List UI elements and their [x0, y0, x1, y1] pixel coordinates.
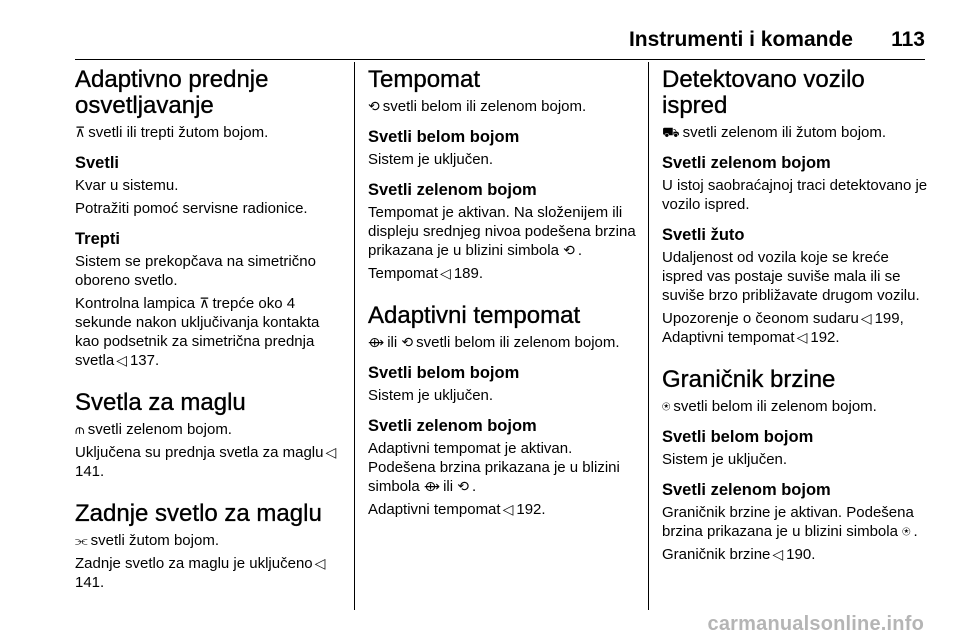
paragraph: Kvar u sistemu.: [75, 177, 179, 194]
page-ref-link[interactable]: 190.: [786, 546, 816, 563]
subheading: Svetli belom bojom: [368, 128, 520, 146]
column-1: [75, 62, 343, 596]
page-ref-icon: ◁: [116, 352, 127, 368]
heading-rear-fog: Zadnje svetlo za maglu: [75, 500, 322, 527]
paragraph: ⫘ svetli žutom bojom.: [75, 532, 219, 549]
subheading: Svetli belom bojom: [662, 428, 814, 446]
page-ref-link[interactable]: 189.: [453, 265, 484, 282]
adaptive-cruise-icon: ⟴: [368, 334, 385, 350]
cruise-icon: ⟲: [563, 242, 575, 258]
heading-vehicle-ahead: Detektovano vozilo ispred: [662, 66, 865, 119]
adaptive-light-icon: ⊼: [199, 295, 210, 311]
paragraph: Sistem je uključen.: [368, 387, 494, 404]
heading-adaptive-cruise: Adaptivni tempomat: [368, 302, 581, 329]
subheading: Svetli zelenom bojom: [662, 481, 831, 499]
subheading: Svetli zelenom bojom: [662, 154, 831, 172]
paragraph: U istoj saobraćajnoj traci detektovano je vozilo ispred.: [662, 177, 928, 213]
paragraph: Graničnik brzine je aktivan. Podešena brzina prikazana je u blizini simbola ⍟ .: [662, 504, 918, 540]
heading-speed-limiter: Graničnik brzine: [662, 366, 836, 393]
paragraph: Uključena su prednja svetla za maglu ◁141.: [75, 444, 337, 480]
heading-adaptive-lights: Adaptivno prednje osvetljavanje: [75, 66, 269, 119]
paragraph: Sistem se prekopčava na simetrično oboreno svetlo.: [75, 253, 316, 289]
paragraph: ⛟ svetli zelenom ili žutom bojom.: [662, 124, 887, 141]
paragraph: ⫙ svetli zelenom bojom.: [75, 421, 232, 438]
page-ref-link[interactable]: 199,: [874, 310, 904, 327]
cruise-icon: ⟲: [401, 334, 414, 350]
subheading-svetli: Svetli: [75, 154, 120, 172]
paragraph: Sistem je uključen.: [662, 451, 788, 468]
paragraph: ⟲ svetli belom ili zelenom bojom.: [368, 98, 587, 115]
subheading: Svetli zelenom bojom: [368, 417, 537, 435]
page-ref-icon: ◁: [772, 546, 784, 562]
running-title: Instrumenti i komande: [628, 28, 853, 51]
speed-limiter-icon: ⍟: [902, 523, 911, 539]
paragraph: Upozorenje o čeonom sudaru ◁ 199, Adaptivni tempomat ◁ 192.: [662, 310, 904, 346]
paragraph: ⟴ ili ⟲ svetli belom ili zelenom bojom.: [368, 334, 620, 351]
paragraph: Adaptivni tempomat je aktivan. Podešena brzina prikazana je u blizini simbola ⟴ ili ⟲ .: [368, 440, 620, 495]
page-ref-link[interactable]: 141.: [75, 463, 105, 480]
page-ref-link[interactable]: 192.: [810, 329, 840, 346]
paragraph: Adaptivni tempomat ◁ 192.: [368, 501, 546, 518]
header-rule: [75, 59, 925, 60]
paragraph: Tempomat je aktivan. Na složenijem ili displeju srednjeg nivoa podešena brzina prikazana je u blizini simbola ⟲ .: [368, 204, 636, 259]
paragraph: ⊼ svetli ili trepti žutom bojom.: [75, 124, 269, 141]
page-ref-icon: ◁: [502, 501, 514, 517]
subheading: Svetli belom bojom: [368, 364, 520, 382]
cruise-icon: ⟲: [457, 478, 469, 494]
paragraph: Udaljenost od vozila koje se kreće ispred vas postaje suviše mala ili se suviše brzo približavate drugom vozilu.: [662, 249, 920, 304]
page-number: 113: [891, 28, 925, 51]
column-2: [368, 62, 636, 523]
paragraph: ⍟ svetli belom ili zelenom bojom.: [662, 398, 877, 415]
cruise-icon: ⟲: [368, 98, 380, 114]
paragraph: Tempomat ◁ 189.: [368, 265, 484, 282]
page-ref-icon: ◁: [314, 555, 326, 571]
page-ref-icon: ◁: [860, 310, 872, 326]
page-ref-icon: ◁: [796, 329, 808, 345]
column-3: [662, 62, 930, 568]
paragraph: Zadnje svetlo za maglu je uključeno ◁141.: [75, 555, 326, 591]
page-ref-link[interactable]: 141.: [75, 574, 105, 591]
subheading-trepti: Trepti: [75, 230, 120, 248]
speed-limiter-icon: ⍟: [662, 398, 671, 414]
column-divider: [354, 62, 355, 610]
heading-fog-lights: Svetla za maglu: [75, 389, 246, 416]
page-header: [75, 26, 925, 54]
front-fog-icon: ⫙: [75, 421, 85, 437]
adaptive-light-icon: ⊼: [75, 124, 86, 140]
column-divider: [648, 62, 649, 610]
vehicle-ahead-icon: ⛟: [662, 124, 680, 140]
paragraph: Kontrolna lampica ⊼ trepće oko 4 sekunde nakon uključivanja kontakta kao podsetnik za simetrična prednja svetla ◁ 137.: [75, 295, 320, 369]
rear-fog-icon: ⫘: [75, 532, 88, 548]
paragraph: Potražiti pomoć servisne radionice.: [75, 200, 308, 217]
page-ref-icon: ◁: [325, 444, 337, 460]
page-ref-link[interactable]: 192.: [516, 501, 546, 518]
watermark: carmanualsonline.info: [707, 613, 924, 635]
adaptive-cruise-icon: ⟴: [423, 478, 441, 494]
paragraph: Graničnik brzine ◁ 190.: [662, 546, 816, 563]
page-ref-icon: ◁: [440, 265, 451, 281]
subheading: Svetli zelenom bojom: [368, 181, 537, 199]
paragraph: Sistem je uključen.: [368, 151, 494, 168]
subheading: Svetli žuto: [662, 226, 745, 244]
heading-tempomat: Tempomat: [368, 66, 481, 93]
page-ref-link[interactable]: 137.: [129, 352, 160, 369]
